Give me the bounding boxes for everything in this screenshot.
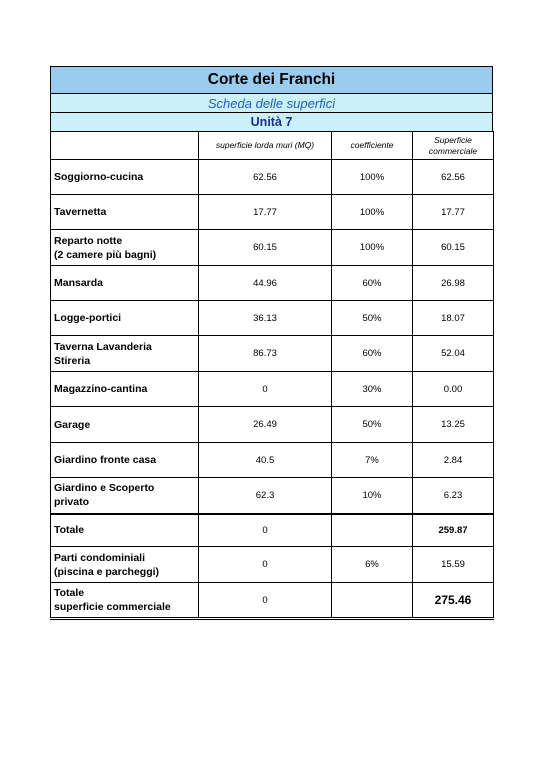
total-commercial: 259.87 (413, 514, 494, 547)
row-name-line1: Magazzino-cantina (54, 383, 148, 395)
row-commercial: 62.56 (413, 160, 494, 195)
table-row (51, 336, 494, 372)
condominium-name-line2: (piscina e parcheggi) (54, 565, 160, 578)
column-header-commercial-line2: commerciale (428, 145, 478, 156)
grand-total-row (51, 583, 494, 619)
row-name (51, 266, 199, 301)
table-row (51, 372, 494, 407)
row-area: 60.15 (199, 230, 332, 266)
row-coefficient: 100% (332, 160, 413, 195)
row-commercial: 0.00 (413, 372, 494, 407)
row-name (51, 195, 199, 230)
row-name-line1: Giardino e Scoperto (54, 482, 155, 495)
total-area: 0 (199, 514, 332, 547)
table-row (51, 443, 494, 478)
table-row (51, 266, 494, 301)
surface-table (50, 131, 494, 620)
total-row (51, 514, 494, 547)
row-name-line1: Taverna Lavanderia (54, 340, 152, 353)
condominium-area: 0 (199, 547, 332, 583)
row-name-line1: Giardino fronte casa (54, 454, 157, 466)
row-name-line1: Mansarda (54, 277, 104, 289)
row-name-line1: Soggiorno-cucina (54, 171, 144, 183)
row-name (51, 160, 199, 195)
row-commercial: 52.04 (413, 336, 494, 372)
row-coefficient: 100% (332, 195, 413, 230)
condominium-row (51, 547, 494, 583)
row-name (51, 478, 199, 514)
row-name-line2: (2 camere più bagni) (54, 248, 157, 261)
row-commercial: 2.84 (413, 443, 494, 478)
row-name (51, 230, 199, 266)
row-commercial: 18.07 (413, 301, 494, 336)
condominium-name-line1: Parti condominiali (54, 551, 146, 564)
total-name (51, 514, 199, 547)
surface-sheet (50, 66, 493, 620)
column-header-row (51, 132, 494, 160)
total-coefficient (332, 514, 413, 547)
unit-label: Unità 7 (50, 112, 493, 131)
row-coefficient: 60% (332, 266, 413, 301)
row-coefficient: 30% (332, 372, 413, 407)
condominium-name (51, 547, 199, 583)
condominium-coefficient: 6% (332, 547, 413, 583)
grand-total-name (51, 583, 199, 619)
row-coefficient: 50% (332, 407, 413, 443)
row-coefficient: 10% (332, 478, 413, 514)
row-commercial: 26.98 (413, 266, 494, 301)
column-header-commercial-line1: Superficie (434, 134, 472, 145)
column-header-coefficient: coefficiente (332, 132, 413, 160)
grand-total-area: 0 (199, 583, 332, 619)
sheet-title: Corte dei Franchi (50, 66, 493, 93)
table-row (51, 301, 494, 336)
row-name-line1: Garage (54, 418, 91, 431)
row-name (51, 407, 199, 443)
total-name-line1: Totale (54, 524, 85, 537)
row-coefficient: 50% (332, 301, 413, 336)
row-name-line1: Tavernetta (54, 206, 107, 218)
row-name-line1: Reparto notte (54, 234, 123, 247)
row-area: 44.96 (199, 266, 332, 301)
row-name (51, 443, 199, 478)
grand-total-coefficient (332, 583, 413, 619)
row-area: 40.5 (199, 443, 332, 478)
table-row (51, 478, 494, 514)
row-area: 62.56 (199, 160, 332, 195)
row-name (51, 372, 199, 407)
table-row (51, 407, 494, 443)
row-commercial: 60.15 (413, 230, 494, 266)
row-area: 26.49 (199, 407, 332, 443)
row-name-line1: Logge-portici (54, 312, 122, 324)
row-area: 36.13 (199, 301, 332, 336)
row-coefficient: 7% (332, 443, 413, 478)
row-commercial: 13.25 (413, 407, 494, 443)
column-header-name (51, 132, 199, 160)
column-header-area: superficie lorda muri (MQ) (199, 132, 332, 160)
row-name-line2: privato (54, 496, 90, 509)
row-coefficient: 60% (332, 336, 413, 372)
table-row (51, 160, 494, 195)
grand-total-commercial: 275.46 (413, 583, 494, 619)
table-row (51, 195, 494, 230)
sheet-subtitle: Scheda delle superfici (50, 93, 493, 112)
row-name (51, 336, 199, 372)
grand-total-name-line1: Totale (54, 587, 85, 599)
row-commercial: 17.77 (413, 195, 494, 230)
grand-total-name-line2: superficie commerciale (54, 601, 171, 613)
row-area: 86.73 (199, 336, 332, 372)
row-commercial: 6.23 (413, 478, 494, 514)
row-coefficient: 100% (332, 230, 413, 266)
row-area: 62.3 (199, 478, 332, 514)
row-area: 0 (199, 372, 332, 407)
column-header-commercial (413, 132, 494, 160)
table-row (51, 230, 494, 266)
row-name-line2: Stireria (54, 354, 91, 367)
condominium-commercial: 15.59 (413, 547, 494, 583)
row-area: 17.77 (199, 195, 332, 230)
row-name (51, 301, 199, 336)
